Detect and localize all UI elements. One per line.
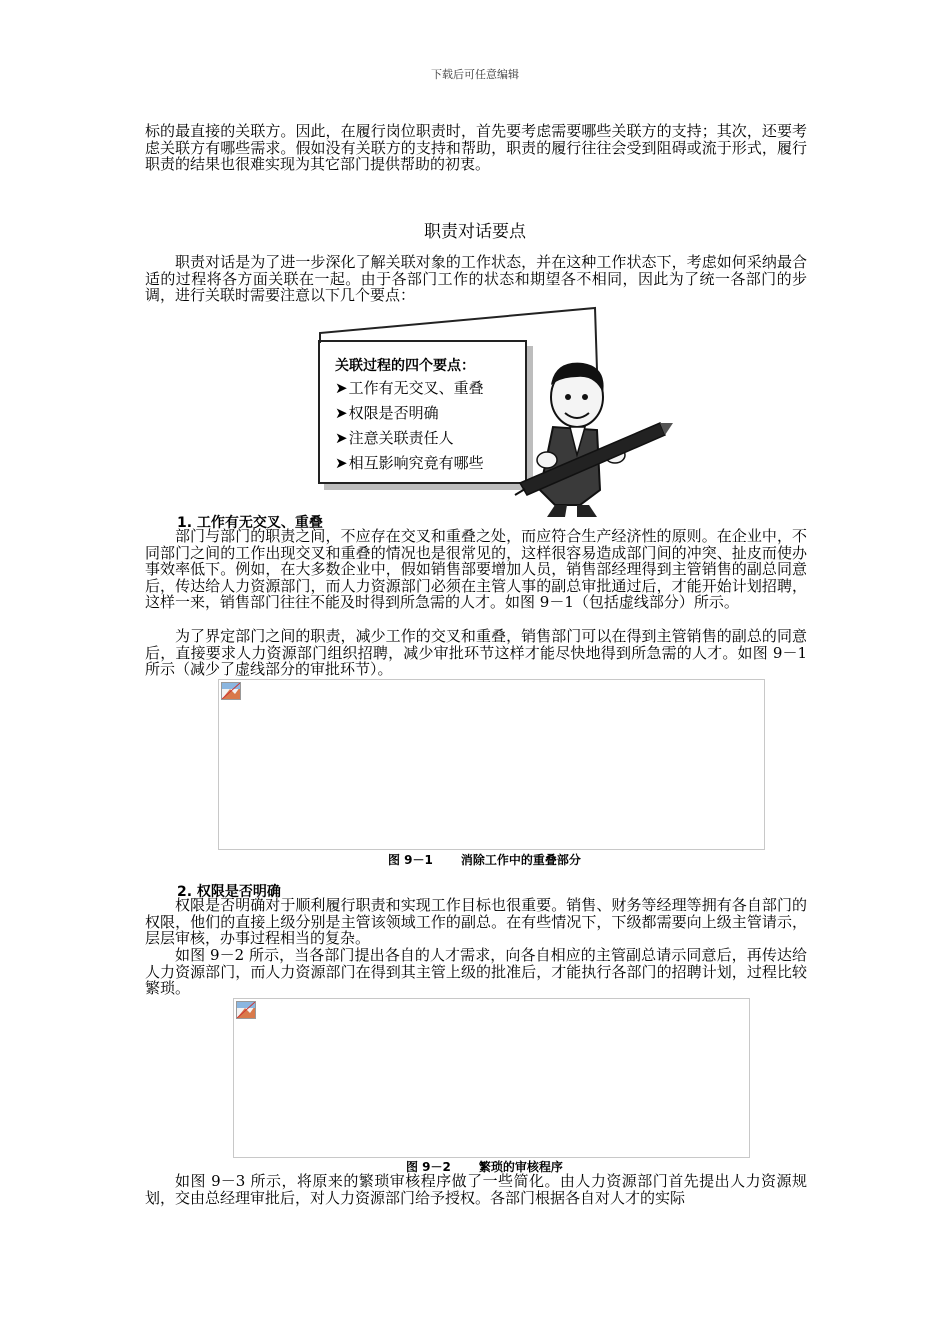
intro-paragraph: 标的最直接的关联方。因此，在履行岗位职责时，首先要考虑需要哪些关联方的支持；其次，还要考虑关联方有哪些需求。假如没有关联方的支持和帮助，职责的履行往往会受到阻碍或流于形式，履行职责的结果也很难实现为其它部门提供帮助的初衷。 <box>145 122 807 173</box>
figure-9-1-image <box>218 679 765 850</box>
illustration-item: ➤工作有无交叉、重叠 <box>335 379 484 397</box>
arrow-bullet-icon: ➤ <box>335 429 348 447</box>
section-title: 职责对话要点 <box>424 222 526 242</box>
figure-9-2-caption: 图 9－2 繁琐的审核程序 <box>406 1160 563 1174</box>
arrow-bullet-icon: ➤ <box>335 454 348 472</box>
point2-paragraph-1: 权限是否明确对于顺利履行职责和实现工作目标也很重要。销售、财务等经理等拥有各自部门的权限，他们的直接上级分别是主管该领域工作的副总。在有些情况下，下级都需要向上级主管请示，层层审核，办事过程相当的复杂。 <box>145 896 807 947</box>
point1-paragraph-2: 为了界定部门之间的职责，减少工作的交叉和重叠，销售部门可以在得到主管销售的副总的同意后，直接要求人力资源部门组织招聘，减少审批环节这样才能尽快地得到所急需的人才。如图 9－1 所示（减少了虚线部分的审批环节）。 <box>145 627 807 678</box>
figure-9-1-caption: 图 9－1 消除工作中的重叠部分 <box>388 853 581 867</box>
point2-paragraph-2: 如图 9－2 所示，当各部门提出各自的人才需求，向各自相应的主管副总请示同意后，再传达给人力资源部门，而人力资源部门在得到其主管上级的批准后，才能执行各部门的招聘计划，过程比较繁琐。 <box>145 946 807 997</box>
point2-paragraph-3: 如图 9－3 所示，将原来的繁琐审核程序做了一些简化。由人力资源部门首先提出人力资源规划，交由总经理审批后，对人力资源部门给予授权。各部门根据各自对人才的实际 <box>145 1172 807 1207</box>
page-header-note: 下载后可任意编辑 <box>431 68 519 81</box>
point1-paragraph-1: 部门与部门的职责之间，不应存在交叉和重叠之处，而应符合生产经济性的原则。在企业中，不同部门之间的工作出现交叉和重叠的情况也是很常见的，这样很容易造成部门间的冲突、扯皮而使办事效率低下。例如，在大多数企业中，假如销售部要增加人员，销售部经理得到主管销售的副总同意后，传达给人力资源部门，而人力资源部门必须在主管人事的副总审批通过后，才能开始计划招聘，这样一来，销售部门往往不能及时得到所急需的人才。如图 9－1（包括虚线部分）所示。 <box>145 527 807 611</box>
illustration-item: ➤注意关联责任人 <box>335 429 454 447</box>
arrow-bullet-icon: ➤ <box>335 379 348 397</box>
section-lead-paragraph: 职责对话是为了进一步深化了解关联对象的工作状态，并在这种工作状态下，考虑如何采纳最合适的过程将各方面关联在一起。由于各部门工作的状态和期望各不相同，因此为了统一各部门的步调，进行关联时需要注意以下几个要点： <box>145 253 807 304</box>
point1-heading: 1. 工作有无交叉、重叠 <box>177 515 323 531</box>
cartoon-illustration <box>315 305 675 520</box>
arrow-bullet-icon: ➤ <box>335 404 348 422</box>
illustration-item: ➤相互影响究竟有哪些 <box>335 454 484 472</box>
broken-image-icon <box>221 682 241 700</box>
broken-image-icon <box>236 1001 256 1019</box>
point2-heading: 2. 权限是否明确 <box>177 884 281 900</box>
illustration-title: 关联过程的四个要点： <box>335 358 475 374</box>
figure-9-2-image <box>233 998 750 1158</box>
illustration-item: ➤权限是否明确 <box>335 404 439 422</box>
